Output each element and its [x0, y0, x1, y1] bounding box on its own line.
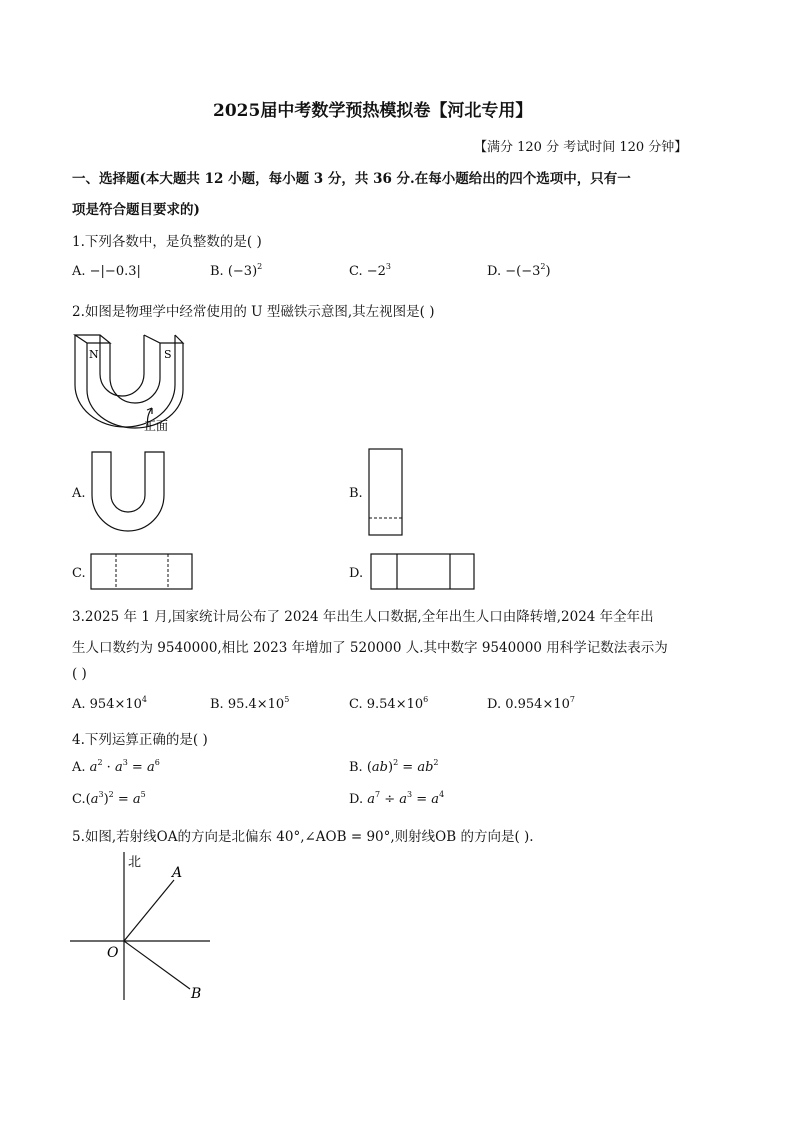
q2-option-d-figure	[370, 553, 476, 591]
q1-option-c	[349, 264, 391, 279]
q3-line1: 3.2025 年 1 月,国家统计局公布了 2024 年出生人口数据,全年出生人口由降转增,2024 年全年出	[72, 609, 654, 625]
q3-c-base: C. 9.54×10	[349, 697, 424, 712]
q1-c-value: C. −2	[349, 264, 386, 279]
q2-option-d-label: D.	[349, 566, 364, 581]
ray-oa	[124, 880, 174, 941]
q2-option-a-figure	[90, 450, 166, 536]
q3-option-b	[210, 697, 289, 712]
q3-a-base: A. 954×10	[72, 697, 142, 712]
section-heading-line1: 一、选择题(本大题共 12 小题，每小题 3 分，共 36 分.在每小题给出的四个选项中，只有一	[72, 171, 631, 187]
q1-option-d	[487, 264, 551, 279]
q1-b-prefix: B.	[210, 264, 228, 279]
q2-option-c-figure	[90, 553, 194, 591]
u-magnet-figure	[70, 330, 190, 440]
q4-option-b: B. $(ab)^2 = ab^2$	[349, 758, 439, 775]
direction-figure	[70, 852, 215, 1002]
q2-stem: 2.如图是物理学中经常使用的 U 型磁铁示意图,其左视图是( )	[72, 304, 435, 320]
point-a-label: A	[172, 865, 183, 881]
page-title: 2025届中考数学预热模拟卷【河北专用】	[213, 101, 533, 121]
magnet-top-right	[144, 335, 183, 343]
q1-c-exponent: 3	[385, 262, 392, 271]
q1-stem: 1.下列各数中，是负整数的是( )	[72, 234, 262, 250]
q1-d-exponent: 2	[540, 262, 546, 271]
q1-d-value: D. −(−3	[487, 264, 541, 279]
q1-d-close: )	[545, 264, 551, 279]
q5-stem: 5.如图,若射线OA的方向是北偏东 40°,∠AOB = 90°,则射线OB 的方向是( ).	[72, 829, 534, 845]
magnet-inner-outline	[110, 343, 160, 403]
q1-option-a	[72, 264, 141, 279]
q4-option-d: D. $a^7 \div a^3 = a^4$	[349, 790, 445, 807]
q1-b-value: (−3)	[227, 264, 258, 279]
point-b-label: B	[191, 986, 202, 1002]
ray-ob	[124, 941, 190, 989]
q2-option-b-label: B.	[349, 486, 363, 501]
q4-stem: 4.下列运算正确的是( )	[72, 732, 208, 748]
section-heading-line2: 项是符合题目要求的)	[72, 202, 200, 218]
q1-a-prefix: A. −	[72, 264, 101, 279]
q4-option-a: A. $a^2 \cdot a^3 = a^6$	[72, 758, 160, 775]
q3-option-a	[72, 697, 147, 712]
magnet-n-label: N	[89, 348, 99, 361]
q1-a-value: |−0.3|	[100, 264, 141, 279]
q4-c-letter: C.	[72, 792, 86, 807]
q1-b-exponent: 2	[257, 262, 263, 271]
q4-d-letter: D.	[349, 792, 364, 807]
q3-line2: 生人口数约为 9540000,相比 2023 年增加了 520000 人.其中数字 9540000 用科学记数法表示为	[72, 640, 668, 656]
q3-c-exponent: 6	[423, 695, 429, 704]
q3-option-c	[349, 697, 428, 712]
q2-option-c-label: C.	[72, 566, 86, 581]
q3-d-exponent: 7	[569, 695, 575, 704]
point-o-label: O	[107, 945, 119, 961]
q3-b-exponent: 5	[284, 695, 290, 704]
q3-d-base: D. 0.954×10	[487, 697, 570, 712]
magnet-front-label: 正面	[144, 419, 169, 433]
q3-b-base: B. 95.4×10	[210, 697, 285, 712]
north-label: 北	[128, 855, 142, 870]
q3-line3: ( )	[72, 666, 87, 682]
magnet-s-label: S	[164, 348, 172, 361]
q1-option-b	[210, 264, 262, 279]
q4-b-letter: B.	[349, 760, 363, 775]
q4-option-c: $C.(a^3)^2 = a^5$	[72, 790, 146, 807]
magnet-back-inner	[100, 335, 144, 396]
exam-meta: 【满分 120 分 考试时间 120 分钟】	[474, 140, 688, 155]
q2-option-a-label: A.	[72, 486, 86, 501]
q3-option-d	[487, 697, 575, 712]
magnet-top-left	[75, 335, 110, 343]
q4-a-letter: A.	[72, 760, 86, 775]
q3-a-exponent: 4	[141, 695, 147, 704]
q2-option-b-figure	[368, 448, 404, 538]
